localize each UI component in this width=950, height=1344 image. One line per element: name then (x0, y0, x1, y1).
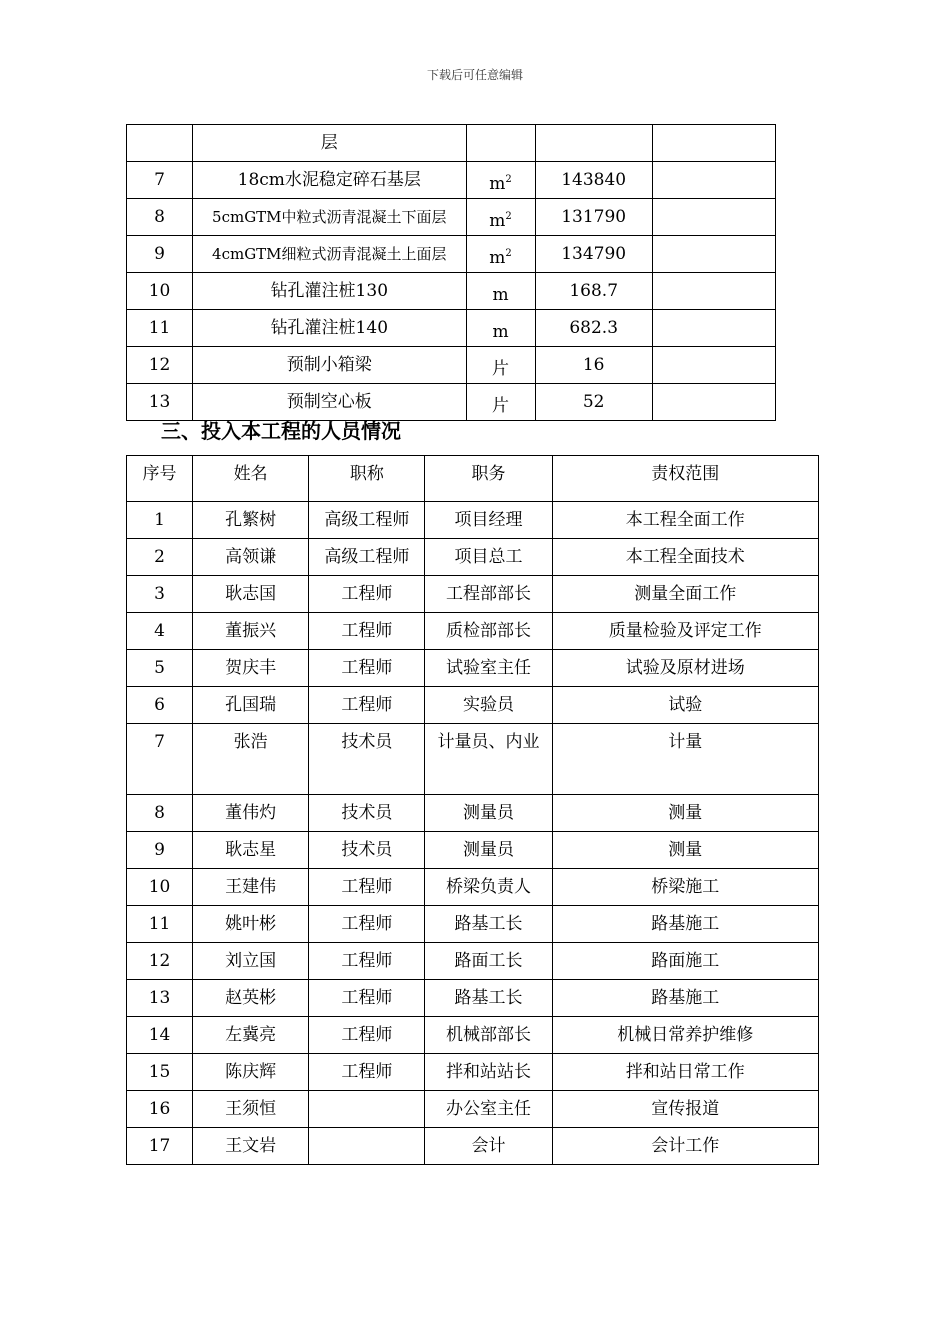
note-cell (652, 125, 775, 162)
table-row (127, 980, 819, 1017)
row-number: 7 (127, 724, 193, 795)
item-name (193, 310, 466, 347)
table-row (127, 1054, 819, 1091)
item-name-text: 层 (320, 133, 338, 153)
staff-responsibility: 测量 (552, 832, 818, 869)
staff-responsibility: 会计工作 (552, 1128, 818, 1165)
table-row (127, 347, 776, 384)
staff-position: 路基工长 (425, 906, 552, 943)
staff-responsibility: 路面施工 (552, 943, 818, 980)
table-row (127, 795, 819, 832)
staff-responsibility: 测量 (552, 795, 818, 832)
staff-name: 王建伟 (193, 869, 309, 906)
staff-position: 项目经理 (425, 502, 552, 539)
note-cell (652, 384, 775, 421)
staff-name: 耿志国 (193, 576, 309, 613)
row-number (127, 236, 193, 273)
staff-responsibility: 本工程全面工作 (552, 502, 818, 539)
staff-name: 赵英彬 (193, 980, 309, 1017)
row-number: 14 (127, 1017, 193, 1054)
staff-responsibility: 桥梁施工 (552, 869, 818, 906)
row-number-text: 7 (154, 170, 165, 190)
staff-position: 实验员 (425, 687, 552, 724)
item-name (193, 273, 466, 310)
unit-cell-text: m (489, 174, 506, 194)
staff-responsibility: 试验 (552, 687, 818, 724)
table-row (127, 125, 776, 162)
header-cell: 职称 (309, 456, 425, 502)
staff-name: 高领谦 (193, 539, 309, 576)
item-name (193, 347, 466, 384)
unit-cell (466, 310, 535, 347)
unit-cell-text: 片 (492, 396, 510, 416)
note-cell (652, 310, 775, 347)
item-name-text: 钻孔灌注桩130 (270, 281, 389, 301)
staff-position: 测量员 (425, 832, 552, 869)
note-cell (652, 162, 775, 199)
quantity-cell (535, 236, 652, 273)
item-name (193, 236, 466, 273)
item-name-text: 钻孔灌注桩140 (270, 318, 389, 338)
table-row (127, 384, 776, 421)
table-row (127, 869, 819, 906)
row-number: 6 (127, 687, 193, 724)
staff-title: 工程师 (309, 906, 425, 943)
staff-responsibility: 路基施工 (552, 980, 818, 1017)
unit-cell (466, 125, 535, 162)
staff-name: 孔国瑞 (193, 687, 309, 724)
item-name-text: 预制小箱梁 (286, 355, 372, 375)
row-number: 17 (127, 1128, 193, 1165)
note-cell (652, 236, 775, 273)
row-number: 3 (127, 576, 193, 613)
row-number: 12 (127, 943, 193, 980)
unit-cell-text: m (492, 285, 509, 305)
staff-name: 王须恒 (193, 1091, 309, 1128)
header-cell: 职务 (425, 456, 552, 502)
staff-position: 桥梁负责人 (425, 869, 552, 906)
quantity-cell (535, 125, 652, 162)
unit-cell (466, 199, 535, 236)
staff-title (309, 1091, 425, 1128)
table-row (127, 273, 776, 310)
staff-name: 陈庆辉 (193, 1054, 309, 1091)
unit-cell (466, 162, 535, 199)
quantity-cell-text: 143840 (561, 170, 627, 190)
staff-responsibility: 拌和站日常工作 (552, 1054, 818, 1091)
row-number: 1 (127, 502, 193, 539)
staff-position: 办公室主任 (425, 1091, 552, 1128)
staff-title: 工程师 (309, 613, 425, 650)
table-row (127, 687, 819, 724)
quantity-cell (535, 310, 652, 347)
unit-superscript: 2 (505, 248, 512, 259)
staff-position: 路面工长 (425, 943, 552, 980)
unit-cell (466, 273, 535, 310)
table-row (127, 613, 819, 650)
table-row (127, 199, 776, 236)
table-row (127, 1091, 819, 1128)
staff-name: 刘立国 (193, 943, 309, 980)
staff-title: 技术员 (309, 832, 425, 869)
unit-superscript: 2 (505, 174, 512, 185)
table-row (127, 650, 819, 687)
header-cell: 序号 (127, 456, 193, 502)
quantity-cell-text: 52 (582, 392, 605, 412)
staff-title: 技术员 (309, 724, 425, 795)
section-title: 三、投入本工程的人员情况 (161, 419, 401, 443)
note-cell (652, 347, 775, 384)
table-row (127, 906, 819, 943)
staff-position: 工程部部长 (425, 576, 552, 613)
row-number (127, 384, 193, 421)
staff-title: 高级工程师 (309, 502, 425, 539)
table-row (127, 162, 776, 199)
row-number: 13 (127, 980, 193, 1017)
quantity-cell-text: 682.3 (569, 318, 619, 338)
row-number (127, 199, 193, 236)
staff-position: 机械部部长 (425, 1017, 552, 1054)
staff-table (126, 455, 819, 1165)
staff-title: 技术员 (309, 795, 425, 832)
table-row (127, 576, 819, 613)
row-number-text: 10 (148, 281, 171, 301)
item-name (193, 199, 466, 236)
staff-responsibility: 宣传报道 (552, 1091, 818, 1128)
item-name-text: 5cmGTM中粒式沥青混凝土下面层 (212, 208, 447, 226)
item-name (193, 125, 466, 162)
staff-title: 工程师 (309, 943, 425, 980)
quantity-cell-text: 131790 (561, 207, 627, 227)
staff-position: 项目总工 (425, 539, 552, 576)
quantity-cell (535, 273, 652, 310)
table-row (127, 724, 819, 795)
staff-name: 张浩 (193, 724, 309, 795)
staff-position: 测量员 (425, 795, 552, 832)
row-number (127, 273, 193, 310)
staff-name: 王文岩 (193, 1128, 309, 1165)
staff-name: 左冀亮 (193, 1017, 309, 1054)
row-number: 2 (127, 539, 193, 576)
row-number: 16 (127, 1091, 193, 1128)
row-number-text: 13 (148, 392, 171, 412)
unit-cell-text: m (492, 322, 509, 342)
staff-responsibility: 质量检验及评定工作 (552, 613, 818, 650)
header-note: 下载后可任意编辑 (426, 68, 523, 82)
table-row (127, 236, 776, 273)
unit-cell-text: m (489, 248, 506, 268)
staff-title: 工程师 (309, 576, 425, 613)
unit-cell-text: 片 (492, 359, 510, 379)
row-number: 10 (127, 869, 193, 906)
item-name (193, 162, 466, 199)
table-row (127, 1017, 819, 1054)
quantity-cell-text: 134790 (561, 244, 627, 264)
staff-name: 董伟灼 (193, 795, 309, 832)
staff-title: 工程师 (309, 650, 425, 687)
staff-responsibility: 路基施工 (552, 906, 818, 943)
staff-title: 工程师 (309, 869, 425, 906)
row-number (127, 347, 193, 384)
staff-title (309, 1128, 425, 1165)
staff-position: 会计 (425, 1128, 552, 1165)
quantity-cell (535, 347, 652, 384)
staff-position: 拌和站站长 (425, 1054, 552, 1091)
row-number: 4 (127, 613, 193, 650)
note-cell (652, 199, 775, 236)
unit-superscript: 2 (505, 211, 512, 222)
item-name-text: 18cm水泥稳定碎石基层 (237, 170, 421, 190)
item-name-text: 预制空心板 (286, 392, 372, 412)
row-number: 5 (127, 650, 193, 687)
header-cell: 责权范围 (552, 456, 818, 502)
staff-name: 耿志星 (193, 832, 309, 869)
quantity-cell-text: 168.7 (569, 281, 619, 301)
staff-title: 工程师 (309, 687, 425, 724)
staff-name: 贺庆丰 (193, 650, 309, 687)
table-row (127, 502, 819, 539)
staff-name: 董振兴 (193, 613, 309, 650)
quantity-cell (535, 199, 652, 236)
staff-responsibility: 测量全面工作 (552, 576, 818, 613)
row-number: 15 (127, 1054, 193, 1091)
staff-position: 质检部部长 (425, 613, 552, 650)
row-number-text: 11 (148, 318, 171, 338)
staff-responsibility: 计量 (552, 724, 818, 795)
staff-name: 孔繁树 (193, 502, 309, 539)
quantity-cell (535, 162, 652, 199)
row-number-text: 8 (154, 207, 165, 227)
row-number (127, 125, 193, 162)
staff-position: 计量员、内业 (425, 724, 552, 795)
staff-position: 路基工长 (425, 980, 552, 1017)
table-row (127, 310, 776, 347)
quantity-table (126, 124, 776, 421)
unit-cell (466, 236, 535, 273)
row-number: 9 (127, 832, 193, 869)
quantity-cell-text: 16 (582, 355, 605, 375)
table-row (127, 832, 819, 869)
row-number-text: 9 (154, 244, 165, 264)
table-row (127, 539, 819, 576)
staff-responsibility: 本工程全面技术 (552, 539, 818, 576)
staff-name: 姚叶彬 (193, 906, 309, 943)
item-name-text: 4cmGTM细粒式沥青混凝土上面层 (212, 245, 447, 263)
note-cell (652, 273, 775, 310)
row-number (127, 162, 193, 199)
staff-position: 试验室主任 (425, 650, 552, 687)
staff-title: 工程师 (309, 1054, 425, 1091)
item-name (193, 384, 466, 421)
staff-responsibility: 机械日常养护维修 (552, 1017, 818, 1054)
row-number: 11 (127, 906, 193, 943)
staff-title: 高级工程师 (309, 539, 425, 576)
row-number-text: 12 (148, 355, 171, 375)
quantity-cell (535, 384, 652, 421)
unit-cell-text: m (489, 211, 506, 231)
row-number (127, 310, 193, 347)
row-number: 8 (127, 795, 193, 832)
unit-cell (466, 347, 535, 384)
unit-cell (466, 384, 535, 421)
staff-table-header (127, 456, 819, 502)
staff-title: 工程师 (309, 1017, 425, 1054)
staff-responsibility: 试验及原材进场 (552, 650, 818, 687)
header-cell: 姓名 (193, 456, 309, 502)
table-row (127, 1128, 819, 1165)
table-row (127, 943, 819, 980)
staff-title: 工程师 (309, 980, 425, 1017)
